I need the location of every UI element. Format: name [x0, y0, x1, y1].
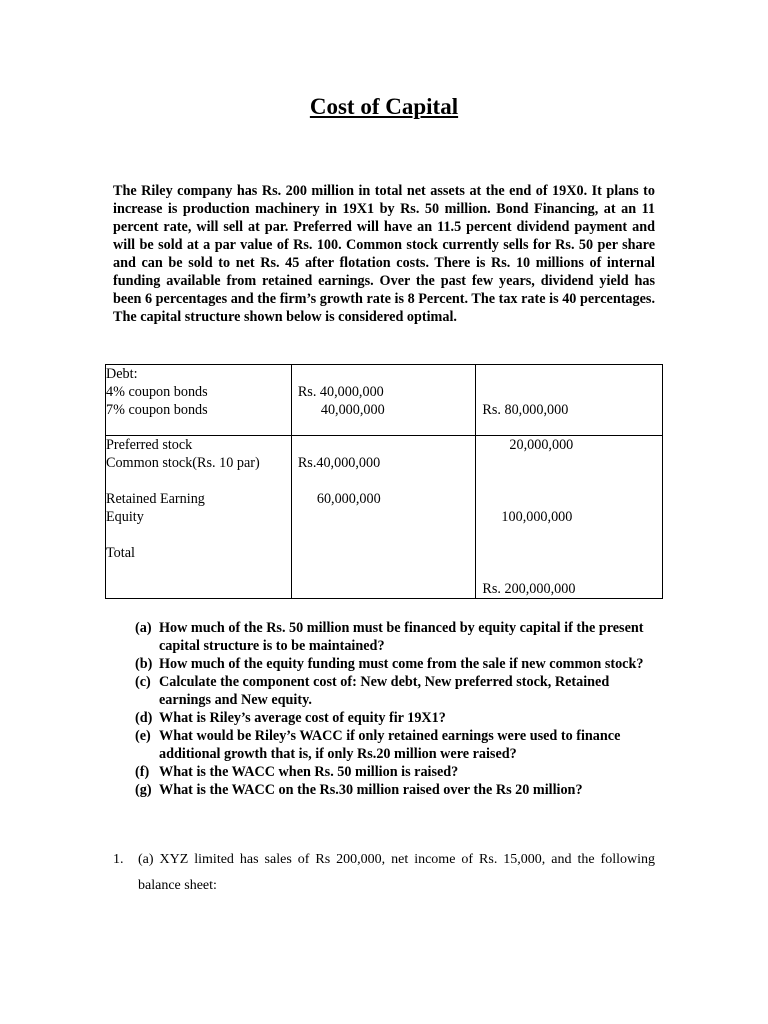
cell-line: Common stock(Rs. 10 par)	[106, 455, 260, 471]
capital-structure-table	[105, 364, 663, 599]
cell-line: Rs.40,000,000	[297, 455, 381, 471]
intro-paragraph: The Riley company has Rs. 200 million in total net assets at the end of 19X0. It plans to increase is production machinery in 19X1 by Rs. 50 million. Bond Financing, at an 11 percent rate, will sell at par. Preferred will have an 11.5 percent dividend payment and will be sold at a par value of Rs. 100. Common stock currently sells for Rs. 50 per share and can be sold to net Rs. 45 after flotation costs. There is Rs. 10 millions of internal funding available from retained earnings. Over the past few years, dividend yield has been 6 percentages and the firm’s growth rate is 8 Percent. The tax rate is 40 percentages. The capital structure shown below is considered optimal.	[113, 183, 655, 325]
question-marker: (d)	[135, 710, 153, 726]
question-list	[135, 619, 660, 799]
list-item	[135, 781, 660, 799]
cell-line: 100,000,000	[501, 509, 573, 525]
cell-line: Rs. 200,000,000	[482, 581, 576, 597]
cell-line: 60,000,000	[316, 491, 381, 507]
question-marker: (c)	[135, 674, 151, 690]
problem-text: (a) XYZ limited has sales of Rs 200,000, net income of Rs. 15,000, and the following balance sheet:	[138, 852, 655, 893]
cell-line: Retained Earning	[106, 491, 205, 507]
question-text: What would be Riley’s WACC if only retained earnings were used to finance additional growth that is, if only Rs.20 million were raised?	[159, 728, 621, 762]
table-cell-debt-total	[476, 365, 663, 436]
list-item	[135, 619, 660, 655]
cell-line: 20,000,000	[509, 437, 574, 453]
problem-1	[113, 847, 655, 899]
cell-line: Total	[106, 545, 135, 561]
cell-line: Debt:	[106, 366, 138, 382]
list-item	[135, 727, 660, 763]
table-cell-debt-labels	[106, 365, 292, 436]
question-text: How much of the Rs. 50 million must be financed by equity capital if the present capital structure is to be maintained?	[159, 620, 644, 654]
list-item	[135, 655, 660, 673]
question-marker: (g)	[135, 782, 152, 798]
table-cell-debt-amounts	[291, 365, 476, 436]
question-text: Calculate the component cost of: New debt, New preferred stock, Retained earnings and New equity.	[159, 674, 610, 708]
cell-line: Equity	[106, 509, 144, 525]
question-text: What is the WACC when Rs. 50 million is raised?	[159, 764, 459, 780]
question-text: What is the WACC on the Rs.30 million raised over the Rs 20 million?	[159, 782, 583, 798]
list-item	[135, 763, 660, 781]
page-title: Cost of Capital	[309, 94, 459, 119]
cell-line: Preferred stock	[106, 437, 193, 453]
problem-number: 1.	[113, 852, 124, 867]
cell-line: 7% coupon bonds	[106, 402, 208, 418]
cell-line: 4% coupon bonds	[106, 384, 208, 400]
table-cell-equity-labels	[106, 436, 292, 599]
table-row-equity	[106, 436, 663, 599]
cell-line: Rs. 80,000,000	[482, 402, 569, 418]
table-row-debt	[106, 365, 663, 436]
question-marker: (f)	[135, 764, 150, 780]
table-cell-equity-amounts	[291, 436, 476, 599]
question-text: How much of the equity funding must come from the sale if new common stock?	[159, 656, 644, 672]
question-text: What is Riley’s average cost of equity fir 19X1?	[159, 710, 446, 726]
cell-line: Rs. 40,000,000	[297, 384, 384, 400]
cell-line: 40,000,000	[320, 402, 385, 418]
table-cell-equity-totals	[476, 436, 663, 599]
question-marker: (a)	[135, 620, 152, 636]
list-item	[135, 673, 660, 709]
question-marker: (e)	[135, 728, 151, 744]
list-item	[135, 709, 660, 727]
question-marker: (b)	[135, 656, 153, 672]
